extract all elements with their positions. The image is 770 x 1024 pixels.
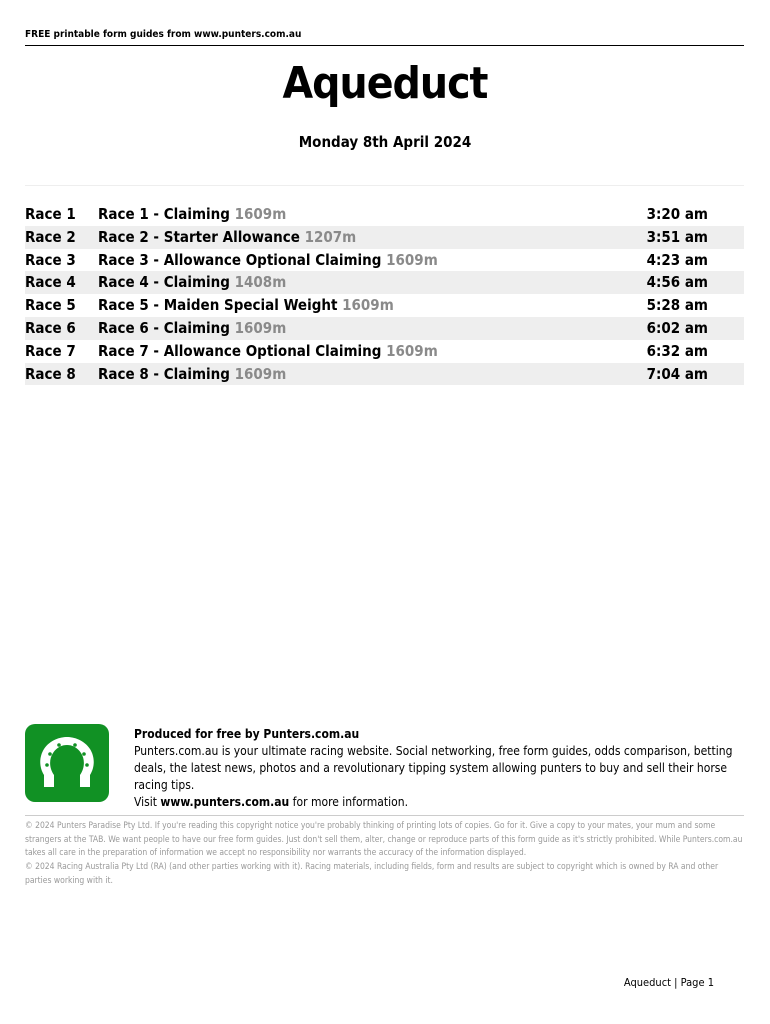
race-time: 3:20 am xyxy=(646,205,708,223)
race-number: Race 1 xyxy=(25,205,76,223)
race-row xyxy=(25,203,744,226)
race-title: Race 7 - Allowance Optional Claiming xyxy=(98,341,382,360)
race-name xyxy=(98,340,438,363)
race-name xyxy=(98,317,286,340)
visit-line xyxy=(134,794,744,811)
producer-description: Punters.com.au is your ultimate racing website. Social networking, free form guides, odds comparison, betting deals, the latest news, photos and a revolutionary tipping system allowing punters to buy and sell their horse racing tips. xyxy=(134,744,733,792)
race-list xyxy=(25,203,744,385)
race-row xyxy=(25,226,744,249)
visit-suffix: for more information. xyxy=(289,795,409,809)
race-time: 7:04 am xyxy=(646,364,708,383)
copyright-racing-australia: © 2024 Racing Australia Pty Ltd (RA) (and other parties working with it). Racing materials, including fields, form and results are subject to copyright which is owned by RA and other parties working with it. xyxy=(25,862,719,886)
race-number: Race 5 xyxy=(25,296,76,315)
race-row xyxy=(25,294,744,317)
race-distance: 1609m xyxy=(234,318,287,337)
race-title: Race 5 - Maiden Special Weight xyxy=(98,296,338,315)
race-title: Race 8 - Claiming xyxy=(98,364,230,383)
race-date: Monday 8th April 2024 xyxy=(298,133,472,151)
race-distance: 1609m xyxy=(386,341,438,360)
race-row xyxy=(25,363,744,386)
race-time: 6:32 am xyxy=(646,341,708,360)
venue-title: Aqueduct xyxy=(282,58,488,109)
divider xyxy=(25,815,744,816)
race-distance: 1408m xyxy=(234,273,287,292)
race-time: 5:28 am xyxy=(646,296,708,315)
horseshoe-icon xyxy=(36,735,98,791)
page-footer: Aqueduct | Page 1 xyxy=(623,976,714,989)
website-link[interactable]: www.punters.com.au xyxy=(160,795,290,809)
race-name xyxy=(98,203,286,226)
race-name xyxy=(98,226,356,249)
race-number: Race 7 xyxy=(25,341,76,360)
header-tagline: FREE printable form guides from www.punters.com.au xyxy=(25,29,302,40)
header-bar xyxy=(25,29,744,46)
copyright-punters: © 2024 Punters Paradise Pty Ltd. If you're reading this copyright notice you're probably thinking of printing lots of copies. Go for it. Give a copy to your mates, your mum and some strangers at the TAB. We want people to have our free form guides. Just don't sell them, alter, change or reproduce parts of this form guide as it's strictly prohibited. While Punters.com.au takes all care in the preparation of information we accept no responsibility nor warrants the accuracy of the information displayed. xyxy=(25,821,743,859)
visit-prefix: Visit xyxy=(134,795,161,809)
race-number: Race 8 xyxy=(25,364,76,383)
race-name xyxy=(98,363,286,386)
race-title: Race 3 - Allowance Optional Claiming xyxy=(98,250,382,269)
race-distance: 1609m xyxy=(386,250,438,269)
race-row xyxy=(25,317,744,340)
race-number: Race 6 xyxy=(25,318,76,337)
copyright-notice xyxy=(25,820,744,889)
race-time: 4:23 am xyxy=(646,250,708,269)
race-row xyxy=(25,340,744,363)
producer-title: Produced for free by Punters.com.au xyxy=(134,727,360,741)
race-name xyxy=(98,271,286,294)
race-distance: 1207m xyxy=(304,227,357,246)
race-row xyxy=(25,271,744,294)
race-row xyxy=(25,249,744,272)
race-distance: 1609m xyxy=(234,205,287,223)
race-distance: 1609m xyxy=(234,364,287,383)
race-distance: 1609m xyxy=(342,296,394,315)
race-time: 6:02 am xyxy=(646,318,708,337)
race-time: 4:56 am xyxy=(646,273,708,292)
divider xyxy=(25,185,744,186)
race-name xyxy=(98,249,438,272)
race-number: Race 4 xyxy=(25,273,76,292)
race-time: 3:51 am xyxy=(646,227,708,246)
race-title: Race 6 - Claiming xyxy=(98,318,230,337)
race-name xyxy=(98,294,394,317)
race-title: Race 2 - Starter Allowance xyxy=(98,227,300,246)
punters-logo xyxy=(25,724,109,802)
race-title: Race 1 - Claiming xyxy=(98,205,230,223)
race-title: Race 4 - Claiming xyxy=(98,273,230,292)
race-number: Race 2 xyxy=(25,227,76,246)
race-number: Race 3 xyxy=(25,250,76,269)
producer-info xyxy=(134,726,744,811)
